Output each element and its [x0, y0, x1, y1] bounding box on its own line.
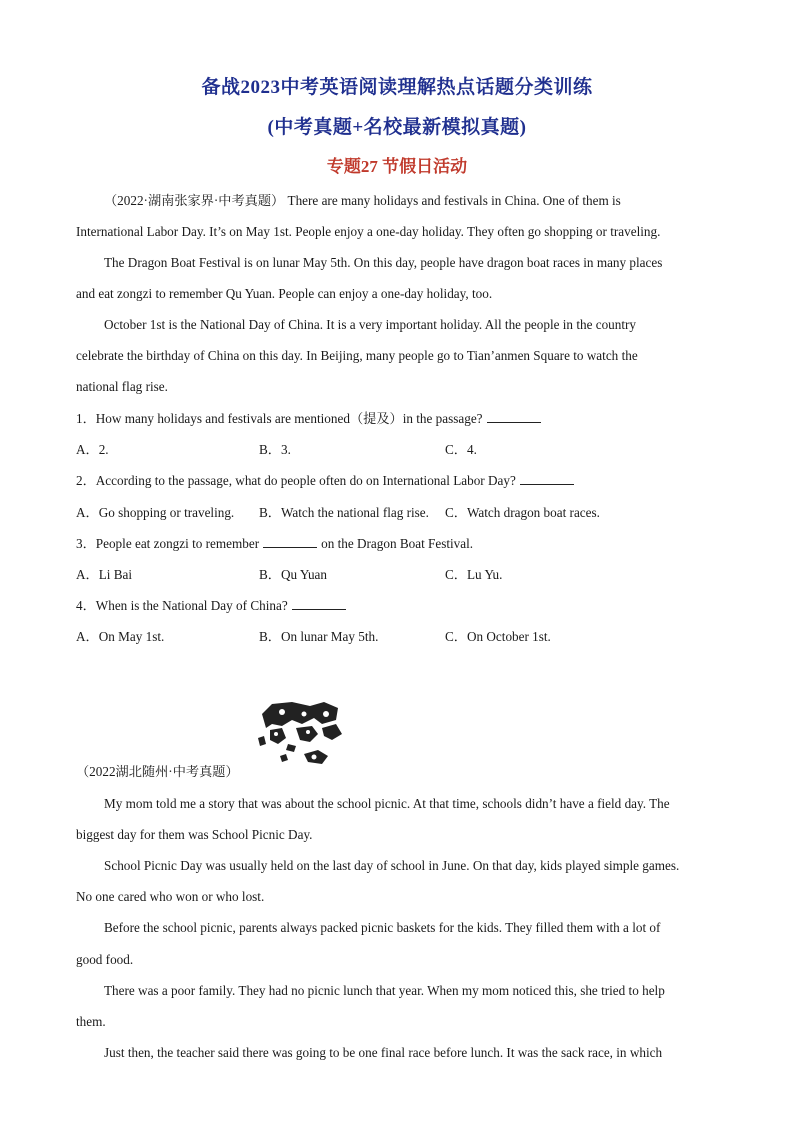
option-b: B．Qu Yuan: [259, 567, 328, 582]
option-c: C．Watch dragon boat races.: [445, 505, 600, 520]
passage1-line: International Labor Day. It’s on May 1st. People enjoy a one-day holiday. They often go shopping or traveling.: [76, 224, 661, 239]
passage2-line: My mom told me a story that was about the school picnic. At that time, schools didn’t have a field day. The: [104, 796, 670, 811]
topic-heading: 专题27 节假日活动: [326, 157, 468, 176]
passage2-line: There was a poor family. They had no picnic lunch that year. When my mom noticed this, she tried to help: [104, 983, 665, 998]
option-b: B．On lunar May 5th.: [259, 629, 379, 644]
picnic-illustration: [252, 694, 348, 770]
question-stem: 2．According to the passage, what do people often do on International Labor Day?: [76, 473, 516, 488]
passage1-text: There are many holidays and festivals in China. One of them is: [287, 193, 621, 208]
option-c: C．On October 1st.: [445, 629, 551, 644]
passage1-line: [104, 192, 718, 210]
passage2-line: Just then, the teacher said there was going to be one final race before lunch. It was the sack race, in which: [104, 1045, 663, 1060]
document-title: 备战2023中考英语阅读理解热点话题分类训练: [201, 77, 593, 98]
passage2-line: School Picnic Day was usually held on the last day of school in June. On that day, kids played simple games.: [104, 858, 680, 873]
passage1-line: October 1st is the National Day of China. It is a very important holiday. All the people in the country: [104, 317, 637, 332]
passage1-line: celebrate the birthday of China on this day. In Beijing, many people go to Tian’anmen Square to watch the: [76, 348, 638, 363]
passage2-line: biggest day for them was School Picnic Day.: [76, 827, 313, 842]
passage1-line: The Dragon Boat Festival is on lunar May 5th. On this day, people have dragon boat races in many places: [104, 255, 663, 270]
passage2-source: （2022湖北随州·中考真题）: [76, 764, 239, 779]
option-c: C．4.: [445, 442, 477, 457]
passage2-line: them.: [76, 1014, 106, 1029]
option-a: A．Go shopping or traveling.: [76, 505, 235, 520]
passage2-line: Before the school picnic, parents always packed picnic baskets for the kids. They filled them with a lot of: [104, 920, 661, 935]
option-c: C．Lu Yu.: [445, 567, 503, 582]
option-b: B．3.: [259, 442, 291, 457]
document-title-subline: (中考真题+名校最新模拟真题): [267, 117, 527, 138]
answer-blank: [487, 410, 541, 423]
question-2: [76, 472, 718, 490]
option-b: B．Watch the national flag rise.: [259, 505, 429, 520]
question-1: [76, 410, 718, 428]
option-a: A．On May 1st.: [76, 629, 165, 644]
option-a: A．2.: [76, 442, 109, 457]
answer-blank: [292, 597, 346, 610]
passage2-line: good food.: [76, 952, 134, 967]
option-a: A．Li Bai: [76, 567, 133, 582]
passage1-line: and eat zongzi to remember Qu Yuan. People can enjoy a one-day holiday, too.: [76, 286, 493, 301]
answer-blank: [520, 472, 574, 485]
passage1-line: national flag rise.: [76, 379, 168, 394]
question-stem: 4．When is the National Day of China?: [76, 598, 288, 613]
answer-blank: [263, 535, 317, 548]
question-stem: 3．People eat zongzi to remember: [76, 536, 260, 551]
passage2-line: No one cared who won or who lost.: [76, 889, 265, 904]
question-stem: 1．How many holidays and festivals are mentioned（提及）in the passage?: [76, 411, 483, 426]
question-4: [76, 597, 718, 615]
question-stem-after: on the Dragon Boat Festival.: [321, 536, 474, 551]
passage1-source: （2022·湖南张家界·中考真题）: [104, 193, 285, 208]
question-3: [76, 535, 718, 553]
